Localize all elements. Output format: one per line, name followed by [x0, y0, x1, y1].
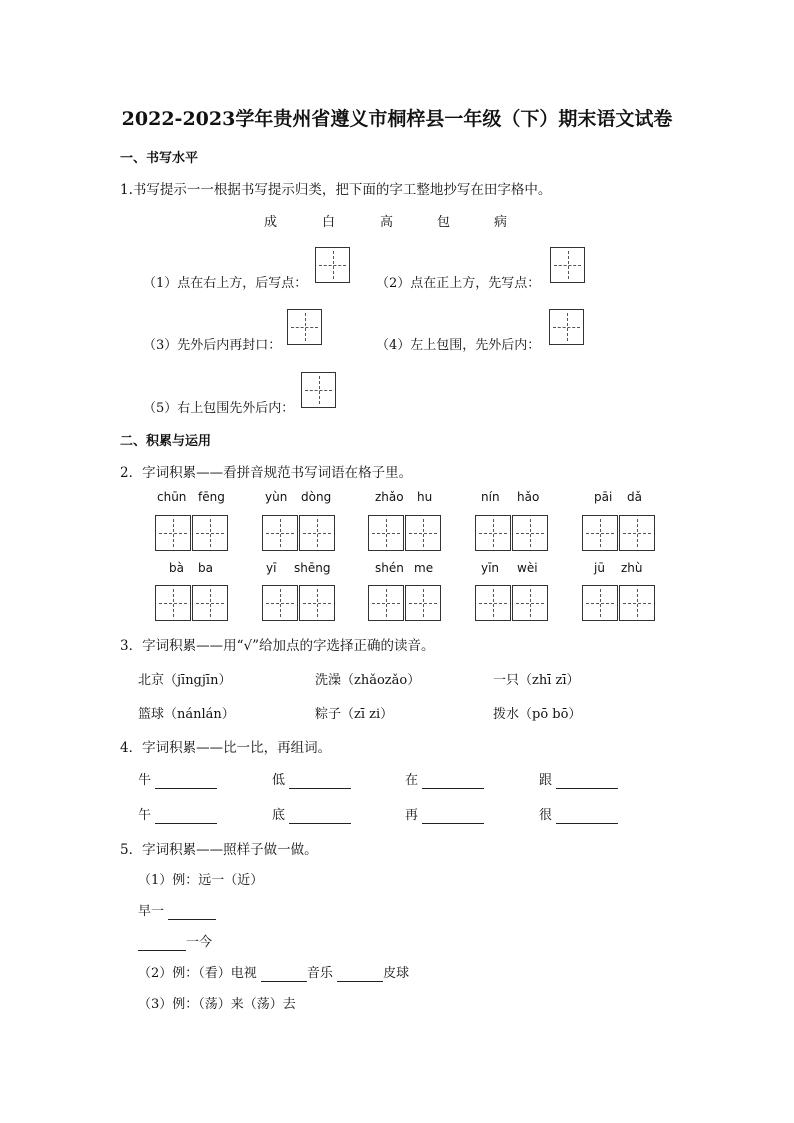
tian-grid-box[interactable] [475, 515, 511, 551]
q5-example-2-word: 皮球 [383, 966, 410, 981]
answer-blank[interactable] [138, 935, 186, 951]
tian-grid-box[interactable] [262, 515, 298, 551]
pinyin: fēng [198, 490, 225, 504]
tian-grid-box[interactable] [315, 247, 350, 283]
q4-char: 午 [138, 808, 152, 823]
char-3: 高 [380, 215, 394, 230]
q4-char: 牛 [138, 773, 152, 788]
pinyin: nín [481, 490, 500, 504]
tian-grid-box[interactable] [155, 515, 191, 551]
pinyin: dǎ [627, 490, 642, 504]
question-4-prompt: 4．字词积累——比一比，再组词。 [120, 740, 332, 756]
answer-blank[interactable] [422, 808, 484, 824]
pinyin: hǎo [517, 490, 540, 504]
q4-char: 在 [405, 773, 419, 788]
answer-blank[interactable] [155, 773, 217, 789]
answer-blank[interactable] [155, 808, 217, 824]
tian-grid-box[interactable] [582, 585, 618, 621]
question-2-prompt: 2．字词积累——看拼音规范书写词语在格子里。 [120, 465, 413, 481]
pinyin: hu [417, 490, 433, 504]
char-5: 病 [494, 215, 508, 230]
tian-grid-box[interactable] [549, 309, 584, 345]
q4-char: 跟 [539, 773, 553, 788]
q5-example-3: （3）例：（荡）来（荡）去 [138, 997, 296, 1012]
pinyin: chūn [157, 490, 187, 504]
pinyin: wèi [517, 561, 538, 575]
pinyin: bà [169, 561, 184, 575]
tian-grid-box[interactable] [512, 515, 548, 551]
section-heading-writing: 一、书写水平 [120, 151, 199, 166]
answer-blank[interactable] [261, 966, 307, 982]
q4-char: 再 [405, 808, 419, 823]
tian-grid-box[interactable] [287, 309, 322, 345]
q1-item-5: （5）右上包围先外后内： [143, 401, 295, 416]
q5-example-2-word: 音乐 [306, 966, 333, 981]
tian-grid-box[interactable] [155, 585, 191, 621]
tian-grid-box[interactable] [405, 515, 441, 551]
answer-blank[interactable] [422, 773, 484, 789]
pinyin: pāi [594, 490, 613, 504]
q3-item[interactable]: 篮球（nánlán） [138, 707, 235, 722]
pinyin: dòng [301, 490, 332, 504]
pinyin: shēng [294, 561, 331, 575]
pinyin: zhǎo [375, 490, 404, 504]
tian-grid-box[interactable] [368, 585, 404, 621]
tian-grid-box[interactable] [619, 515, 655, 551]
pinyin: jū [594, 561, 605, 575]
tian-grid-box[interactable] [582, 515, 618, 551]
tian-grid-box[interactable] [405, 585, 441, 621]
q1-item-2: （2）点在正上方，先写点： [376, 276, 541, 291]
tian-grid-box[interactable] [301, 372, 336, 408]
q5-line-1: 早一 [138, 904, 165, 919]
tian-grid-box[interactable] [192, 515, 228, 551]
question-3-prompt: 3．字词积累——用“√”给加点的字选择正确的读音。 [120, 638, 435, 654]
question-1-prompt: 1.书写提示一一根据书写提示归类，把下面的字工整地抄写在田字格中。 [120, 182, 552, 198]
q4-char: 底 [272, 808, 286, 823]
answer-blank[interactable] [289, 773, 351, 789]
q1-item-4: （4）左上包围，先外后内： [376, 338, 541, 353]
answer-blank[interactable] [337, 966, 383, 982]
tian-grid-box[interactable] [192, 585, 228, 621]
q5-example-2: （2）例：（看）电视 [138, 966, 257, 981]
tian-grid-box[interactable] [619, 585, 655, 621]
q1-item-3: （3）先外后内再封口： [143, 338, 282, 353]
pinyin: yī [266, 561, 277, 575]
pinyin: yùn [265, 490, 288, 504]
q4-char: 很 [539, 808, 553, 823]
answer-blank[interactable] [556, 808, 618, 824]
q5-line-2: 一今 [186, 935, 213, 950]
q3-item[interactable]: 洗澡（zhǎozǎo） [315, 673, 421, 688]
pinyin: zhù [621, 561, 643, 575]
pinyin: yīn [481, 561, 500, 575]
pinyin: shén [375, 561, 404, 575]
question-5-prompt: 5．字词积累——照样子做一做。 [120, 842, 318, 858]
q3-item[interactable]: 拨水（pō bō） [493, 707, 582, 722]
char-2: 白 [322, 215, 336, 230]
tian-grid-box[interactable] [368, 515, 404, 551]
tian-grid-box[interactable] [550, 247, 585, 283]
pinyin: me [414, 561, 434, 575]
page-title: 2022-2023学年贵州省遵义市桐梓县一年级（下）期末语文试卷 [121, 108, 673, 130]
answer-blank[interactable] [168, 904, 216, 920]
tian-grid-box[interactable] [299, 585, 335, 621]
answer-blank[interactable] [289, 808, 351, 824]
answer-blank[interactable] [556, 773, 618, 789]
tian-grid-box[interactable] [299, 515, 335, 551]
tian-grid-box[interactable] [512, 585, 548, 621]
q3-item[interactable]: 粽子（zī zi） [315, 707, 394, 722]
section-heading-accumulation: 二、积累与运用 [120, 434, 212, 449]
q4-char: 低 [272, 773, 286, 788]
pinyin: ba [198, 561, 213, 575]
q3-item[interactable]: 一只（zhī zī） [493, 673, 580, 688]
q3-item[interactable]: 北京（jīngjīn） [138, 673, 232, 688]
tian-grid-box[interactable] [475, 585, 511, 621]
q5-example-1: （1）例：远一（近） [138, 873, 264, 888]
tian-grid-box[interactable] [262, 585, 298, 621]
char-4: 包 [437, 215, 451, 230]
q1-item-1: （1）点在右上方，后写点： [143, 276, 308, 291]
char-1: 成 [264, 215, 278, 230]
